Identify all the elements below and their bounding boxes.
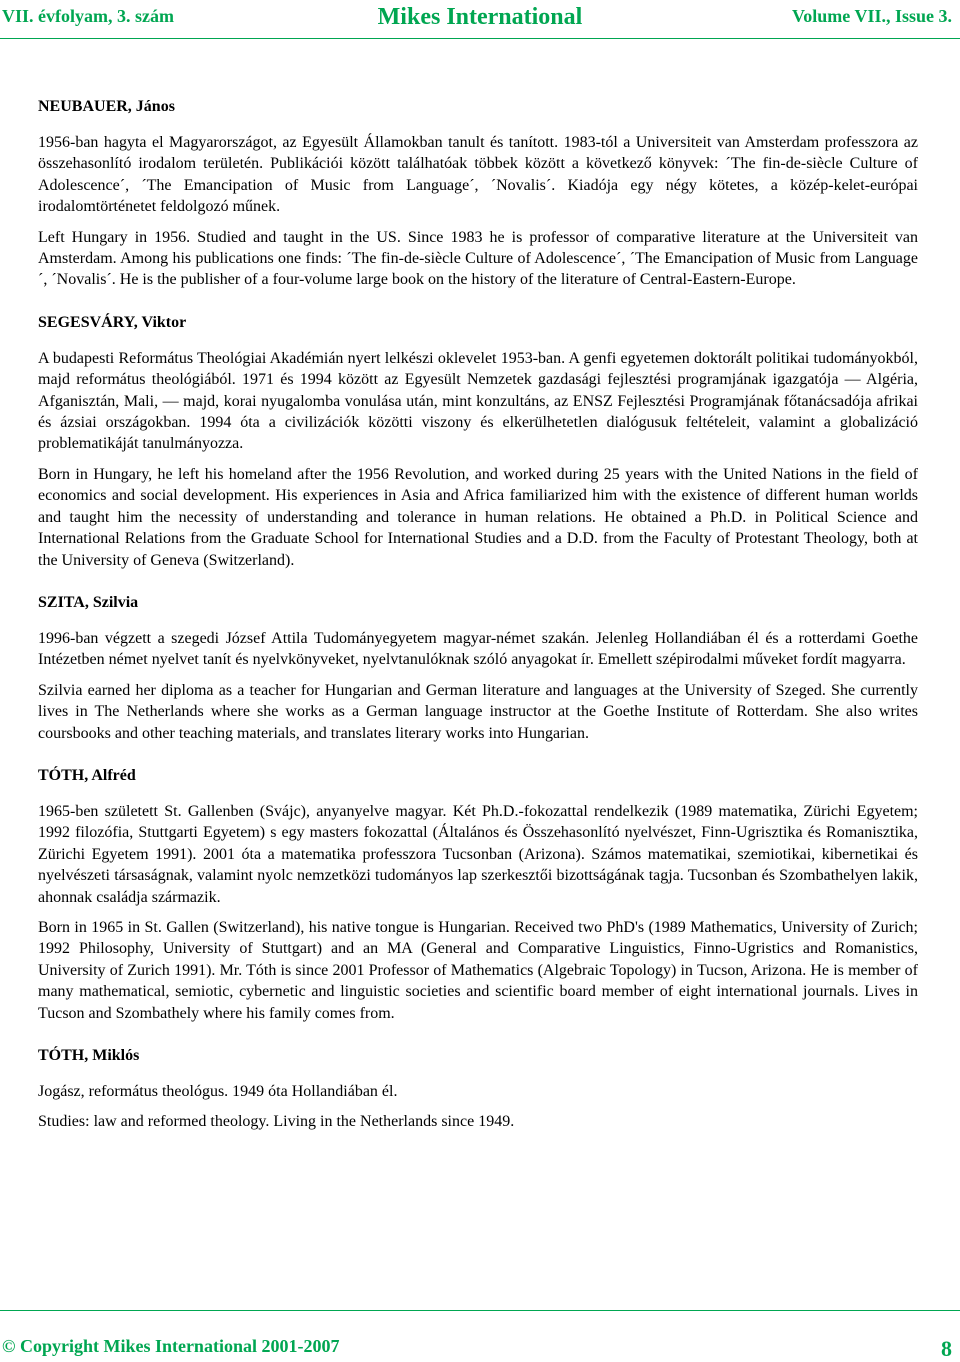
header-divider <box>0 38 960 39</box>
contributor-name: SEGESVÁRY, Viktor <box>38 313 187 331</box>
page-number: 8 <box>941 1336 952 1361</box>
bio-english: Szilvia earned her diploma as a teacher for Hungarian and German literature and languages at the University of Szeged. She currently lives in The Netherlands where she works as a German language instructor at the Goethe Institute of Rotterdam. She also writes coursbooks and other teaching materials, and translates literary works into Hungarian. <box>38 681 918 742</box>
bio-hungarian: A budapesti Református Theológiai Akadémián nyert lelkészi oklevelet 1953-ban. A genfi egyetemen doktorált politikai tudományokból, majd református theológiából. 1971 és 1994 között az Egyesült Nemzetek gazdasági fejlesztési programjának igazgatója — Algéria, Afganisztán, Mali, — majd, korai nyugalomba vonulása után, mint konzultáns, az ENSZ Fejlesztési Programjának főtanácsadója afrikai és ázsiai országokban. 1994 óta a civilizációk közötti viszony és elkerülhetetlen dialógusuk feltételeit, valamint a globalizáció problematikáját tanulmányozza. <box>38 349 918 453</box>
contributor-entry <box>38 592 918 744</box>
bio-english: Born in 1965 in St. Gallen (Switzerland), his native tongue is Hungarian. Received two PhD's (1989 Mathematics, University of Zurich; 1992 Philosophy, University of Stuttgart) and an MA (General and Comparative Linguistics, Finno-Ugristics and Romanistics, University of Zurich 1991). Mr. Tóth is since 2001 Professor of Mathematics (Algebraic Topology) in Tucson, Arizona. He is member of many mathematical, semiotic, cybernetic and linguistic societies and scientific board member of eight international journals. Lives in Tucson and Szombathely where his family comes from. <box>38 918 918 1022</box>
contributor-name: SZITA, Szilvia <box>38 593 139 611</box>
header-issue-hungarian: VII. évfolyam, 3. szám <box>2 6 174 26</box>
copyright-notice: © Copyright Mikes International 2001-2007 <box>2 1336 340 1356</box>
bio-hungarian: 1965-ben született St. Gallenben (Svájc), anyanyelve magyar. Két Ph.D.-fokozattal rendelkezik (1989 matematika, Zürichi Egyetem; 1992 filozófia, Stuttgarti Egyetem) s egy masters fokozattal (Általános és Összehasonlító nyelvészet, Finn-Ugrisztika és Romanisztika, Zürichi Egyetem 1991). 2001 óta a matematika professzora Tucsonban (Arizona). Számos matematikai, szemiotikai, kibernetikai és nyelvészeti társaságnak, valamint nyolc nemzetközi tudományos lap szerkesztői bizottságának tagja. Tucsonban és Szombathelyen lakik, ahonnak családja származik. <box>38 802 918 906</box>
contributor-name: NEUBAUER, János <box>38 98 175 115</box>
bio-hungarian: 1996-ban végzett a szegedi József Attila Tudományegyetem magyar-német szakán. Jelenleg Hollandiában él és a rotterdami Goethe Intézetben német nyelvet tanít és nyelvkönyveket, nyelvtanulóknak szóló anyagokat ír. Emellett szépirodalmi műveket fordít magyarra. <box>38 629 918 669</box>
page-header <box>0 0 960 44</box>
header-issue-english: Volume VII., Issue 3. <box>791 6 952 26</box>
contributor-name: TÓTH, Miklós <box>38 1047 140 1064</box>
contributors-list <box>38 96 918 1154</box>
bio-english: Born in Hungary, he left his homeland after the 1956 Revolution, and worked during 25 years with the United Nations in the field of economics and social development. His experiences in Asia and Africa familiarized him with the existence of different human worlds and taught him the necessity of understanding and tolerance in human relations. He obtained a Ph.D. in Political Science and International Relations from the Graduate School for International Studies and a D.D. from the Faculty of Protestant Theology, both at the University of Geneva (Switzerland). <box>38 465 918 569</box>
page-footer <box>0 1310 960 1361</box>
bio-english: Left Hungary in 1956. Studied and taught in the US. Since 1983 he is professor of comparative literature at the Universiteit van Amsterdam. Among his publications one finds: ´The fin-de-siècle Culture of Adolescence´, ´The Emancipation of Music from Language´, ´Novalis´. He is the publisher of a four-volume large book on the history of the literature of Central-Eastern-Europe. <box>38 228 918 289</box>
bio-hungarian: Jogász, református theológus. 1949 óta Hollandiában él. <box>38 1083 398 1100</box>
bio-english: Studies: law and reformed theology. Living in the Netherlands since 1949. <box>38 1113 515 1131</box>
contributor-entry <box>38 96 918 291</box>
contributor-entry <box>38 1045 918 1133</box>
contributor-name: TÓTH, Alfréd <box>38 766 136 784</box>
header-journal-title: Mikes International <box>377 4 583 30</box>
contributor-entry <box>38 765 918 1024</box>
bio-hungarian: 1956-ban hagyta el Magyarországot, az Egyesült Államokban tanult és tanított. 1983-tól a Universiteit van Amsterdam professzora az összehasonlító irodalom területén. Publikációi között találhatóak többek között a következő könyvek: ´The fin-de-siècle Culture of Adolescence´, ´The Emancipation of Music from Language´, ´Novalis´. Kiadója egy négy kötetes, a közép-kelet-európai irodalomtörténetet feldolgozó műnek. <box>38 134 918 216</box>
footer-divider <box>0 1310 960 1311</box>
contributor-entry <box>38 312 918 571</box>
